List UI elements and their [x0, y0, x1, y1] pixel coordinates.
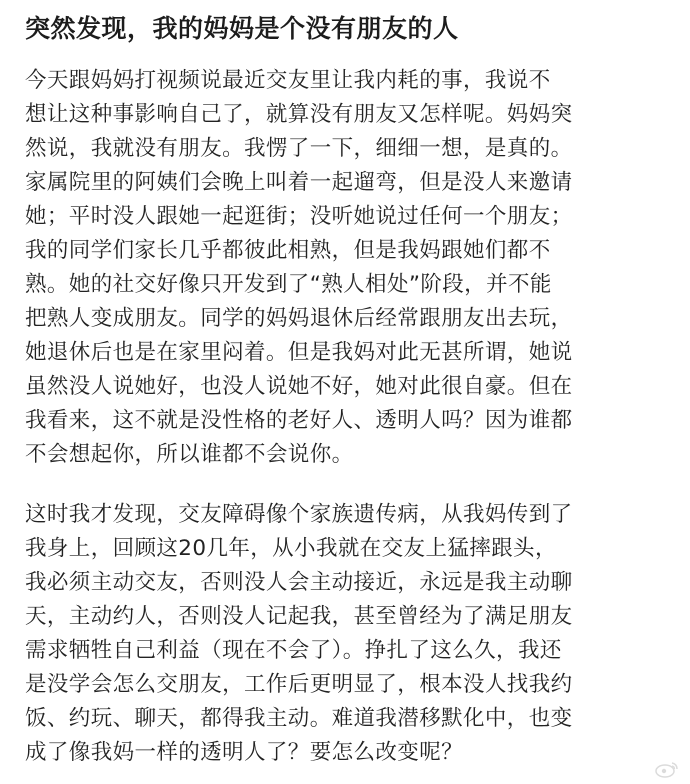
text-line: 我看来，这不就是没性格的老好人、透明人吗？因为谁都 [25, 408, 573, 433]
text-line: 然说，我就没有朋友。我愣了一下，细细一想，是真的。 [25, 136, 573, 161]
text-line: 虽然没人说她好，也没人说她不好，她对此很自豪。但在 [25, 374, 573, 399]
text-line: 她退休后也是在家里闷着。但是我妈对此无甚所谓，她说 [25, 340, 573, 365]
text-line: 想让这种事影响自己了，就算没有朋友又怎样呢。妈妈突 [25, 102, 573, 127]
paragraph-1 [25, 64, 666, 472]
text-line: 天，主动约人，否则没人记起我，甚至曾经为了满足朋友 [25, 604, 573, 629]
paragraph-2 [25, 498, 666, 770]
text-line: 我必须主动交友，否则没人会主动接近，永远是我主动聊 [25, 570, 573, 595]
text-line: 这时我才发现，交友障碍像个家族遗传病，从我妈传到了 [25, 502, 573, 527]
text-line: 家属院里的阿姨们会晚上叫着一起遛弯，但是没人来邀请 [25, 170, 573, 195]
text-line: 成了像我妈一样的透明人了？要怎么改变呢？ [25, 740, 464, 765]
weibo-watermark-icon [654, 760, 680, 778]
text-line: 需求牺牲自己利益（现在不会了）。挣扎了这么久，我还 [25, 638, 562, 663]
text-line: 是没学会怎么交朋友，工作后更明显了，根本没人找我约 [25, 672, 573, 697]
paragraph-gap [25, 472, 666, 498]
text-line: 她；平时没人跟她一起逛街；没听她说过任何一个朋友； [25, 204, 573, 229]
text-line: 把熟人变成朋友。同学的妈妈退休后经常跟朋友出去玩， [25, 306, 573, 331]
text-line: 今天跟妈妈打视频说最近交友里让我内耗的事，我说不 [25, 68, 551, 93]
text-line: 不会想起你，所以谁都不会说你。 [25, 442, 354, 467]
post-title: 突然发现，我的妈妈是个没有朋友的人 [25, 14, 459, 43]
text-line: 我身上，回顾这20几年，从小我就在交友上猛摔跟头， [25, 536, 557, 561]
text-line: 熟。她的社交好像只开发到了“熟人相处”阶段，并不能 [25, 272, 552, 297]
text-line: 饭、约玩、聊天，都得我主动。难道我潜移默化中，也变 [25, 706, 573, 731]
text-line: 我的同学们家长几乎都彼此相熟，但是我妈跟她们都不 [25, 238, 551, 263]
